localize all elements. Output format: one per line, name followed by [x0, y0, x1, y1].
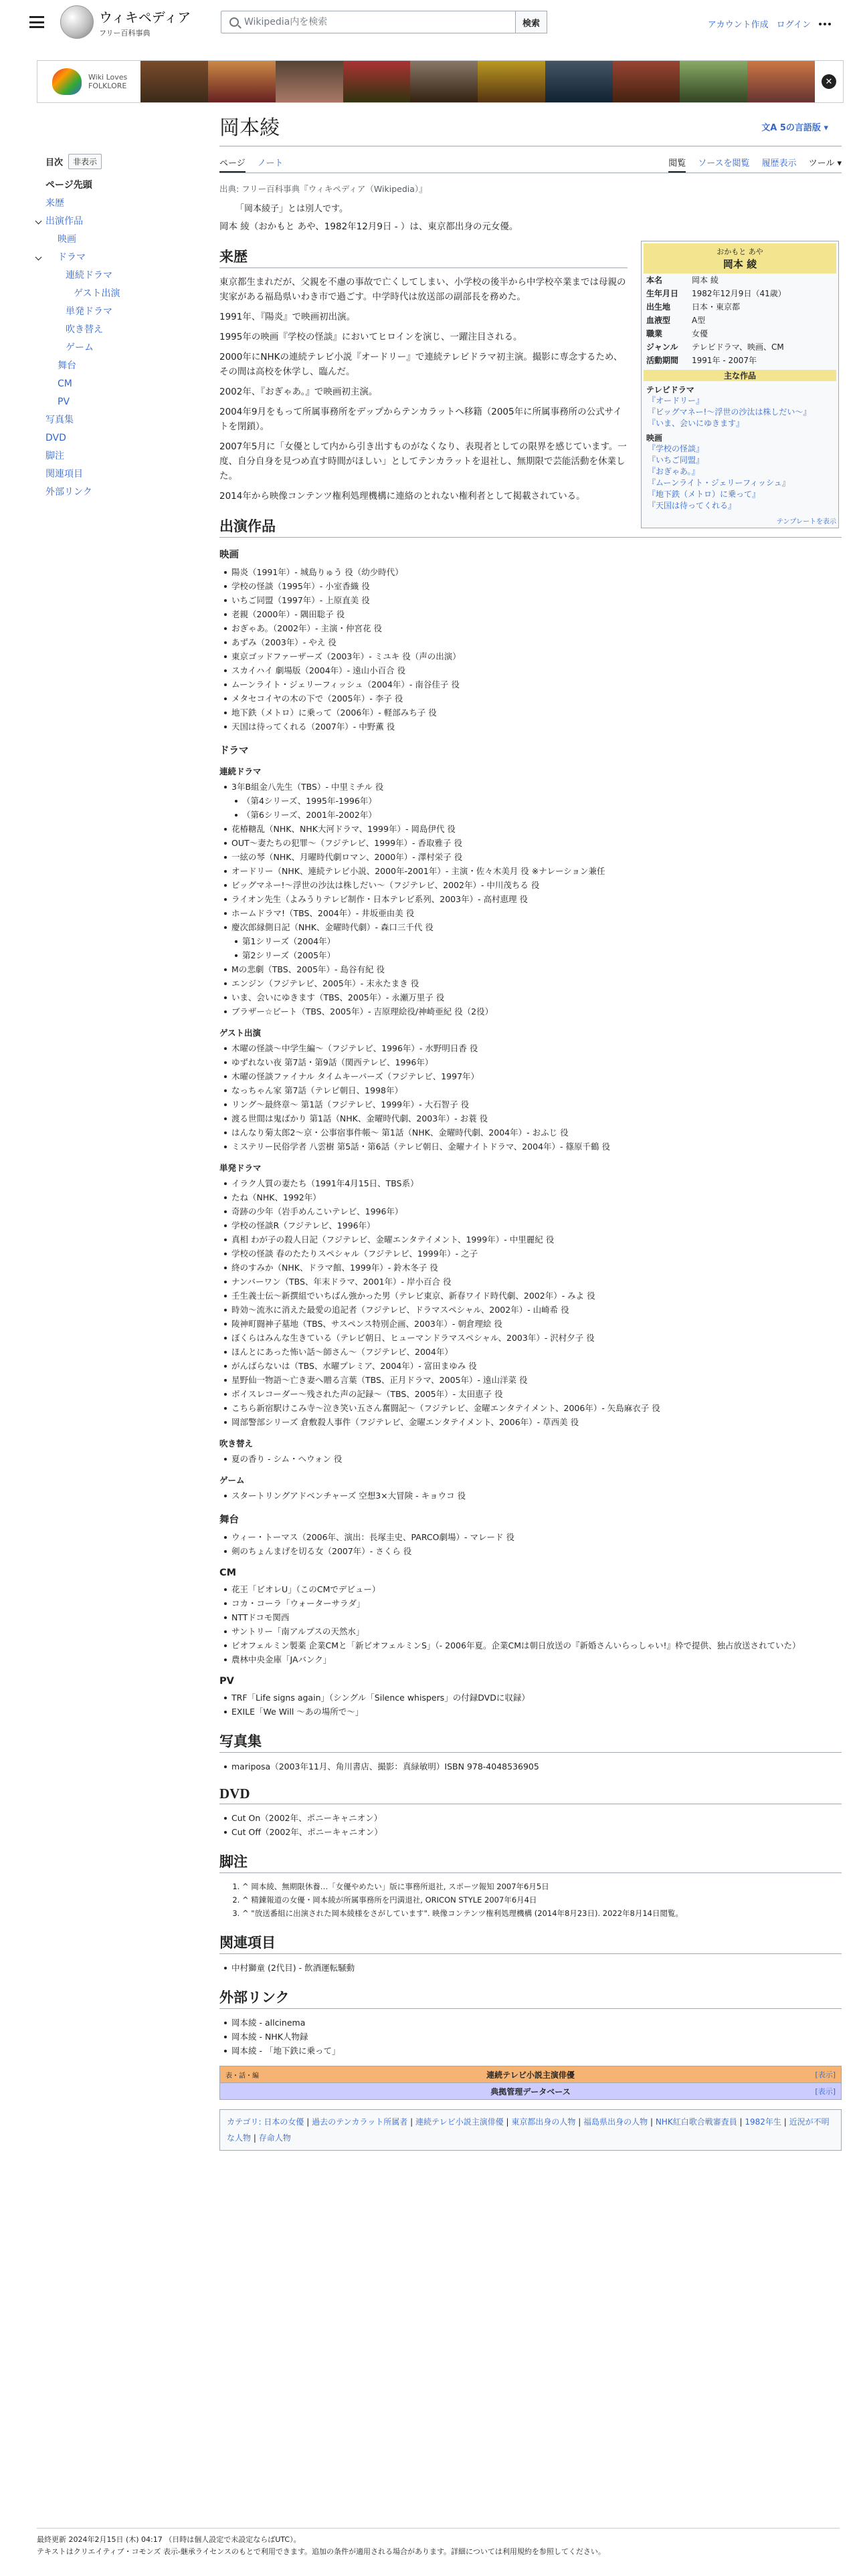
career-paragraph: 2007年5月に「女優として内から引き出すものがなくなり、表現者としての限界を感じています。一度、自分自身を見つめ直す時間がほしい」としてテンカラットを退社し、無期限で芸能活動を休業した。: [219, 441, 627, 481]
list-item: スタートリングアドベンチャーズ 空想3×大冒険 - キョウコ 役: [219, 1489, 842, 1503]
infobox-work-link[interactable]: 『地下鉄（メトロ）に乗って』: [648, 490, 761, 499]
infobox-work-link[interactable]: 『学校の怪談』: [648, 444, 704, 453]
career-paragraph: 東京都生まれだが、父親を不慮の事故で亡くしてしまい、小学校の後半から中学校卒業までは母親の実家がある福島県いわき市で過ごす。中学時代は放送部の副部長を務めた。: [219, 277, 626, 302]
list-item: オードリー（NHK、連続テレビ小説、2000年-2001年）- 主演・佐々木美月 役 ※ナレーション兼任: [219, 864, 842, 878]
list-item: 奇跡の少年（岩手めんこいテレビ、1996年）: [219, 1204, 842, 1218]
notes-list: [219, 1880, 842, 1920]
list-item: 剣のちょんまげを切る女（2007年）- さくら 役: [219, 1544, 842, 1558]
toc-list: [45, 179, 193, 499]
cm-list: [219, 1582, 842, 1667]
section-game: ゲーム: [219, 1475, 245, 1485]
category-link[interactable]: 東京都出身の人物: [511, 2117, 576, 2127]
infobox-row: [644, 274, 836, 287]
toc-item[interactable]: 関連項目: [45, 469, 83, 479]
toc-item[interactable]: ドラマ: [45, 251, 193, 264]
list-item: あずみ（2003年）- やえ 役: [219, 635, 842, 649]
infobox-key: 出生地: [646, 302, 671, 312]
related-list: [219, 1961, 842, 1975]
login-link[interactable]: ログイン: [776, 20, 811, 30]
list-item: Cut Off（2002年、ポニーキャニオン）: [219, 1825, 842, 1839]
infobox-tv-heading: テレビドラマ: [646, 385, 694, 395]
infobox-film-heading: 映画: [646, 433, 663, 443]
section-photobook: 写真集: [219, 1731, 842, 1753]
infobox-ruby: おかもと あや: [717, 247, 763, 256]
infobox-key: 本名: [646, 276, 663, 285]
infobox-value: 岡本 綾: [692, 276, 719, 285]
toc-item[interactable]: 外部リンク: [45, 487, 92, 498]
list-item: 学校の怪談R（フジテレビ、1996年）: [219, 1218, 842, 1232]
list-item: 東京ゴッドファーザーズ（2003年）- ミユキ 役（声の出演）: [219, 649, 842, 663]
toc-item[interactable]: 連続ドラマ: [66, 270, 112, 281]
infobox-row: [644, 314, 836, 327]
list-item: なっちゃん家 第7話（テレビ朝日、1998年）: [219, 1083, 842, 1097]
infobox-work-link[interactable]: 『いま、会いにゆきます』: [648, 419, 745, 428]
list-item: 真相 わが子の殺人日記（フジテレビ、金曜エンタテイメント、1999年）- 中里麗紀 役: [219, 1232, 842, 1247]
toc-item[interactable]: DVD: [45, 433, 66, 443]
toc-item[interactable]: ゲーム: [66, 342, 94, 353]
list-item: はんなり菊太郎2〜京・公事宿事件帳〜 第1話（NHK、金曜時代劇、2004年）- おふじ 役: [219, 1125, 842, 1140]
infobox-row: [644, 300, 836, 314]
stage-list: [219, 1530, 842, 1558]
close-banner-icon[interactable]: ✕: [822, 74, 836, 89]
wiki-loves-folklore-logo: [52, 68, 82, 95]
create-account-link[interactable]: アカウント作成: [707, 20, 769, 30]
list-item: 岡部警部シリーズ 倉敷殺人事件（フジテレビ、金曜エンタテイメント、2006年）- 草西美 役: [219, 1415, 842, 1429]
tab-history[interactable]: 履歴表示: [761, 158, 797, 169]
search-box: [221, 11, 518, 33]
toc-item[interactable]: PV: [58, 397, 70, 407]
toc-item[interactable]: 来歴: [45, 198, 64, 209]
list-item: がんばらないは（TBS、水曜プレミア、2004年）- 富田まゆみ 役: [219, 1359, 842, 1373]
infobox-works-heading: 主な作品: [644, 370, 836, 381]
tab-talk[interactable]: ノート: [257, 158, 284, 169]
dvd-list: [219, 1811, 842, 1839]
infobox-key: 血液型: [646, 316, 671, 325]
section-stage: 舞台: [219, 1515, 239, 1525]
banner-text-2: FOLKLORE: [88, 82, 127, 90]
last-modified: 最終更新 2024年2月15日 (木) 04:17 （日時は個人設定で未設定ならばUTC）。: [37, 2535, 301, 2544]
list-item: 花椿糖乱（NHK、NHK大河ドラマ、1999年）- 岡島伊代 役: [219, 822, 842, 836]
search-input[interactable]: [244, 17, 517, 27]
pv-list: [219, 1691, 842, 1719]
list-item: スカイハイ 劇場版（2004年）- 遠山小百合 役: [219, 663, 842, 677]
list-item: TRF「Life signs again」（シングル「Silence whispers」の付録DVDに収録）: [219, 1691, 842, 1705]
section-renzoku: 連続ドラマ: [219, 766, 262, 776]
toc-sidebar: [45, 154, 193, 504]
infobox-name: 岡本 綾: [723, 258, 757, 270]
list-item: 一絃の琴（NHK、月曜時代劇ロマン、2000年）- 澤村栄子 役: [219, 850, 842, 864]
tab-view-source[interactable]: ソースを閲覧: [698, 158, 750, 169]
list-item: 夏の香り - シム・ヘウォン 役: [219, 1452, 842, 1466]
list-item: リング〜最終章〜 第1話（フジテレビ、1999年）- 大石智子 役: [219, 1097, 842, 1111]
toc-hide-button[interactable]: 非表示: [68, 154, 102, 169]
film-list: [219, 565, 842, 734]
infobox-value: テレビドラマ、映画、CM: [692, 342, 784, 352]
toc-item[interactable]: 脚注: [45, 451, 64, 461]
search-icon: [229, 17, 239, 27]
section-dvd: DVD: [219, 1786, 842, 1804]
infobox-row: [644, 287, 836, 300]
infobox-work-link[interactable]: 『おぎゃあ。』: [648, 467, 700, 476]
toc-item[interactable]: 舞台: [58, 360, 76, 371]
list-item: エンジン（フジテレビ、2005年）- 末永たまき 役: [219, 976, 842, 990]
career-paragraph: 1995年の映画『学校の怪談』においてヒロインを演じ、一躍注目される。: [219, 332, 522, 342]
section-external: 外部リンク: [219, 1987, 842, 2009]
category-box: カテゴリ: 日本の女優 | 過去のテンカラット所属者 | 連続テレビ小説主演俳優 | 東京都出身の人物 | 福島県出身の人物 | NHK紅白歌合戦審査員 | 1982年生 | 近況が不明な人物 | 存命人物: [219, 2109, 842, 2151]
infobox-value: 日本・東京都: [692, 302, 741, 312]
list-item: 中村獅童 (2代目) - 飲酒運転騒動: [219, 1961, 842, 1975]
search-button[interactable]: 検索: [515, 11, 547, 33]
list-item: ムーンライト・ジェリーフィッシュ（2004年）- 南谷佳子 役: [219, 677, 842, 691]
license-text: テキストはクリエイティブ・コモンズ 表示-継承ライセンスのもとで利用できます。追加の条件が適用される場合があります。詳細については利用規約を参照してください。: [37, 2547, 605, 2556]
list-item: EXILE「We Will 〜あの場所で〜」: [219, 1705, 842, 1719]
category-link[interactable]: 連続テレビ小説主演俳優: [415, 2117, 504, 2127]
note-item: 2. ^ 精錬報道の女優・岡本綾が所属事務所を円満退社, ORICON STYLE 2007年6月4日: [242, 1893, 842, 1907]
list-item: コカ・コーラ「ウォーターサラダ」: [219, 1596, 842, 1610]
list-item: 天国は待ってくれる（2007年）- 中野薫 役: [219, 720, 842, 734]
career-paragraph: 2004年9月をもって所属事務所をデップからテンカラットへ移籍（2005年に所属事務所の公式サイトを閉鎖）。: [219, 407, 622, 432]
list-item: ボイスレコーダー〜残された声の記録〜（TBS、2005年）- 太田恵子 役: [219, 1387, 842, 1401]
list-item: NTTドコモ関西: [219, 1610, 842, 1624]
infobox-key: ジャンル: [646, 342, 678, 352]
language-button[interactable]: 文A 5の言語版 ▾: [761, 123, 828, 133]
game-list: [219, 1489, 842, 1503]
note-item: 3. ^ "放送番組に出演された岡本綾様をさがしています". 映像コンテンツ権利処理機構 (2014年8月23日). 2022年8月14日閲覧。: [242, 1907, 842, 1920]
list-item: 第1シリーズ（2004年）: [219, 934, 842, 948]
list-item: いちご同盟（1997年）- 上原直美 役: [219, 593, 842, 607]
toc-item[interactable]: ゲスト出演: [74, 288, 120, 299]
list-item: ぼくらはみんな生きている（テレビ朝日、ヒューマンドラマスペシャル、2003年）- 沢村夕子 役: [219, 1331, 842, 1345]
category-link[interactable]: 日本の女優: [264, 2117, 304, 2127]
infobox-work-link[interactable]: 『いちご同盟』: [648, 455, 704, 465]
toc-item[interactable]: 写真集: [45, 415, 74, 425]
infobox-row: [644, 327, 836, 340]
list-item: ゆずれない夜 第7話・第9話（関西テレビ、1996年）: [219, 1055, 842, 1069]
navbox-title: 連続テレビ小説主演俳優: [486, 2070, 575, 2080]
list-item: 岡本綾 - 「地下鉄に乗って」: [219, 2044, 842, 2058]
career-text: [219, 275, 628, 504]
toc-item[interactable]: ページ先頭: [45, 180, 92, 191]
list-item: 農林中央金庫「JAバンク」: [219, 1652, 842, 1667]
tab-tools[interactable]: ツール ▾: [808, 158, 842, 169]
fukikae-list: [219, 1452, 842, 1466]
navbox-asadora: [219, 2066, 842, 2083]
list-item: ホームドラマ!（TBS、2004年）- 井坂亜由美 役: [219, 906, 842, 920]
infobox-key: 職業: [646, 329, 663, 338]
list-item: mariposa（2003年11月、角川書店、撮影：真緑敏明）ISBN 978-4048536905: [219, 1759, 842, 1774]
section-fukikae: 吹き替え: [219, 1438, 254, 1448]
category-link[interactable]: NHK紅白歌合戦審査員: [655, 2117, 737, 2127]
infobox-value: 1991年 - 2007年: [692, 356, 757, 365]
navbox-title: 典拠管理データベース: [490, 2086, 571, 2097]
section-tanpatsu: 単発ドラマ: [219, 1163, 262, 1173]
navbox-show-link[interactable]: [表示]: [815, 2070, 836, 2079]
tanpatsu-list: [219, 1176, 842, 1429]
user-links: [708, 17, 831, 30]
list-item: 木曜の怪談ファイナル タイムキーパーズ（フジテレビ、1997年）: [219, 1069, 842, 1083]
page-tabs: [219, 156, 842, 173]
lead-paragraph: 岡本 綾（おかもと あや、1982年12月9日 - ）は、東京都出身の元女優。: [219, 221, 518, 232]
section-drama: ドラマ: [219, 746, 249, 756]
list-item: ライオン先生（よみうりテレビ制作・日本テレビ系列、2003年）- 高村恵理 役: [219, 892, 842, 906]
list-item: 時効〜流氷に消えた最愛の追記者（フジテレビ、ドラマスペシャル、2002年）- 山崎希 役: [219, 1303, 842, 1317]
list-item: 星野仙一物語〜亡き妻へ贈る言葉（TBS、正月ドラマ、2005年）- 遠山洋菜 役: [219, 1373, 842, 1387]
list-item: （第4シリーズ、1995年-1996年）: [219, 794, 842, 808]
list-item: ブラザー☆ビート（TBS、2005年）- 吉原理絵役/神崎亜紀 役（2役）: [219, 1004, 842, 1018]
list-item: 学校の怪談 春のたたりスペシャル（フジテレビ、1999年）- 之子: [219, 1247, 842, 1261]
infobox-work-link[interactable]: 『天国は待ってくれる』: [648, 501, 737, 510]
section-pv: PV: [219, 1676, 234, 1687]
navbox-vte[interactable]: 表・話・編: [225, 2072, 259, 2080]
main-menu-icon[interactable]: [28, 13, 45, 31]
list-item: メタセコイヤの木の下で（2005年）- 李子 役: [219, 691, 842, 706]
list-item: こちら新宿駅けこみ寺〜泣き笑い五さん奮闘記〜（フジテレビ、金曜エンタテイメント、2006年）- 矢島麻衣子 役: [219, 1401, 842, 1415]
toc-item[interactable]: 映画: [58, 234, 76, 245]
navbox-authority: [219, 2083, 842, 2100]
infobox-row: [644, 354, 836, 367]
list-item: サントリー「南アルプスの天然水」: [219, 1624, 842, 1638]
article-source-line: 出典: フリー百科事典『ウィキペディア（Wikipedia）』: [219, 184, 427, 194]
list-item: 慶次郎縁側日記（NHK、金曜時代劇）- 森口三千代 役: [219, 920, 842, 934]
list-item: 第2シリーズ（2005年）: [219, 948, 842, 962]
toc-heading: 目次: [45, 158, 64, 168]
hatnote: 「岡本綾子」とは別人です。: [235, 204, 348, 214]
page-title: 岡本綾: [219, 117, 280, 139]
list-item: 陽炎（1991年）- 城島りゅう 役（幼少時代）: [219, 565, 842, 579]
list-item: 岡本綾 - allcinema: [219, 2016, 842, 2030]
list-item: ほんとにあった怖い話〜師さん〜（フジテレビ、2004年）: [219, 1345, 842, 1359]
career-paragraph: 1991年、『陽炎』で映画初出演。: [219, 312, 356, 322]
section-film: 映画: [219, 550, 239, 560]
tab-page[interactable]: ページ: [219, 156, 246, 173]
list-item: おぎゃあ。（2002年）- 主演・仲宮花 役: [219, 621, 842, 635]
list-item: イラク人質の妻たち（1991年4月15日、TBS系）: [219, 1176, 842, 1190]
infobox-value: A型: [692, 316, 706, 325]
guest-list: [219, 1041, 842, 1154]
list-item: 壬生義士伝〜新撰組でいちばん強かった男（テレビ東京、新春ワイド時代劇、2002年）- みよ 役: [219, 1289, 842, 1303]
toc-item[interactable]: CM: [58, 379, 72, 389]
toc-item[interactable]: 出演作品: [45, 215, 193, 228]
list-item: いま、会いにゆきます（TBS、2005年）- 永瀬万里子 役: [219, 990, 842, 1004]
list-item: Cut On（2002年、ポニーキャニオン）: [219, 1811, 842, 1825]
list-item: 渡る世間は鬼ばかり 第1話（NHK、金曜時代劇、2003年）- お蓑 役: [219, 1111, 842, 1125]
section-career: 来歴: [219, 246, 628, 268]
toc-item[interactable]: 単発ドラマ: [66, 306, 112, 317]
infobox-work-link[interactable]: 『オードリー』: [648, 396, 704, 405]
navbox-show-link[interactable]: [表示]: [815, 2087, 836, 2096]
list-item: たね（NHK、1992年）: [219, 1190, 842, 1204]
toc-item[interactable]: 吹き替え: [66, 324, 103, 335]
career-paragraph: 2000年にNHKの連続テレビ小説『オードリー』で連続テレビドラマ初主演。撮影に専念するため、その間は高校を休学し、臨んだ。: [219, 352, 623, 377]
infobox-key: 生年月日: [646, 289, 679, 298]
infobox-key: 活動期間: [646, 356, 679, 365]
infobox: [641, 241, 839, 528]
list-item: （第6シリーズ、2001年-2002年）: [219, 808, 842, 822]
section-cm: CM: [219, 1568, 237, 1578]
section-works: 出演作品: [219, 516, 842, 538]
note-item: 1. ^ 岡本綾、無期限休養…「女優やめたい」版に事務所退社, スポーツ報知 2007年6月5日: [242, 1880, 842, 1893]
logo-subtitle: フリー百科事典: [99, 28, 151, 37]
list-item: 陵神町闘神子墓地（TBS、サスペンス特別企画、2003年）- 朝倉理絵 役: [219, 1317, 842, 1331]
list-item: 学校の怪談（1995年）- 小室香織 役: [219, 579, 842, 593]
list-item: Mの悲劇（TBS、2005年）- 島谷有紀 役: [219, 962, 842, 976]
section-guest: ゲスト出演: [219, 1028, 262, 1038]
list-item: 老親（2000年）- 隅田聡子 役: [219, 607, 842, 621]
list-item: ナンバーワン（TBS、年末ドラマ、2001年）- 岸小百合 役: [219, 1275, 842, 1289]
campaign-banner[interactable]: [37, 60, 844, 103]
more-options-icon[interactable]: [819, 23, 831, 25]
site-header: [0, 0, 859, 45]
globe-icon: [60, 5, 94, 39]
list-item: 3年B組金八先生（TBS）- 中里ミチル 役: [219, 780, 842, 794]
list-item: 終のすみか（NHK、ドラマ館、1999年）- 鈴木冬子 役: [219, 1261, 842, 1275]
list-item: 岡本綾 - NHK人物録: [219, 2030, 842, 2044]
wikipedia-logo[interactable]: [60, 5, 191, 39]
list-item: ミステリー民俗学者 八雲樹 第5話・第6話（テレビ朝日、金曜ナイトドラマ、2004年）- 篠原千鶴 役: [219, 1140, 842, 1154]
category-link[interactable]: 1982年生: [745, 2117, 781, 2127]
infobox-work-link[interactable]: 『ムーンライト・ジェリーフィッシュ』: [648, 478, 790, 488]
list-item: ビオフェルミン製薬 企業CMと「新ビオフェルミンS」（- 2006年夏。企業CMは朝日放送の『新婚さんいらっしゃい!』枠で提供、独占放送されていた）: [219, 1638, 842, 1652]
career-paragraph: 2014年から映像コンテンツ権利処理機構に連絡のとれない権利者として掲載されている。: [219, 491, 585, 502]
infobox-value: 1982年12月9日（41歳）: [692, 289, 786, 298]
list-item: ビッグマネー!〜浮世の沙汰は株しだい〜（フジテレビ、2002年）- 中川茂ちる 役: [219, 878, 842, 892]
categories-label[interactable]: カテゴリ:: [227, 2117, 262, 2127]
infobox-value: 女優: [692, 329, 708, 338]
section-notes: 脚注: [219, 1851, 842, 1873]
page-footer: [37, 2528, 840, 2558]
infobox-row: [644, 340, 836, 354]
career-paragraph: 2002年、『おぎゃあ。』で映画初主演。: [219, 387, 378, 397]
external-links-list: [219, 2016, 842, 2058]
list-item: 地下鉄（メトロ）に乗って（2006年）- 軽部みち子 役: [219, 706, 842, 720]
category-link[interactable]: 福島県出身の人物: [583, 2117, 648, 2127]
section-related: 関連項目: [219, 1932, 842, 1954]
list-item: OUT〜妻たちの犯罪〜（フジテレビ、1999年）- 香取雅子 役: [219, 836, 842, 850]
banner-text-1: Wiki Loves: [88, 72, 128, 82]
show-template-link[interactable]: テンプレートを表示: [776, 518, 836, 526]
list-item: 花王「ビオレU」（このCMでデビュー）: [219, 1582, 842, 1596]
renzoku-list: [219, 780, 842, 1018]
category-link[interactable]: 過去のテンカラット所属者: [312, 2117, 408, 2127]
category-link[interactable]: 存命人物: [258, 2133, 291, 2143]
tab-read[interactable]: 閲覧: [668, 156, 686, 173]
photobook-list: [219, 1759, 842, 1774]
banner-images: [140, 61, 815, 102]
list-item: 木曜の怪談〜中学生編〜（フジテレビ、1996年）- 水野明日香 役: [219, 1041, 842, 1055]
logo-title: ウィキペディア: [99, 9, 191, 25]
category-link[interactable]: 近況が不明な人物: [227, 2117, 830, 2143]
infobox-work-link[interactable]: 『ビッグマネー!〜浮世の沙汰は株しだい〜』: [648, 407, 812, 417]
list-item: ウィー・トーマス（2006年、演出：長塚圭史、PARCO劇場）- マレード 役: [219, 1530, 842, 1544]
